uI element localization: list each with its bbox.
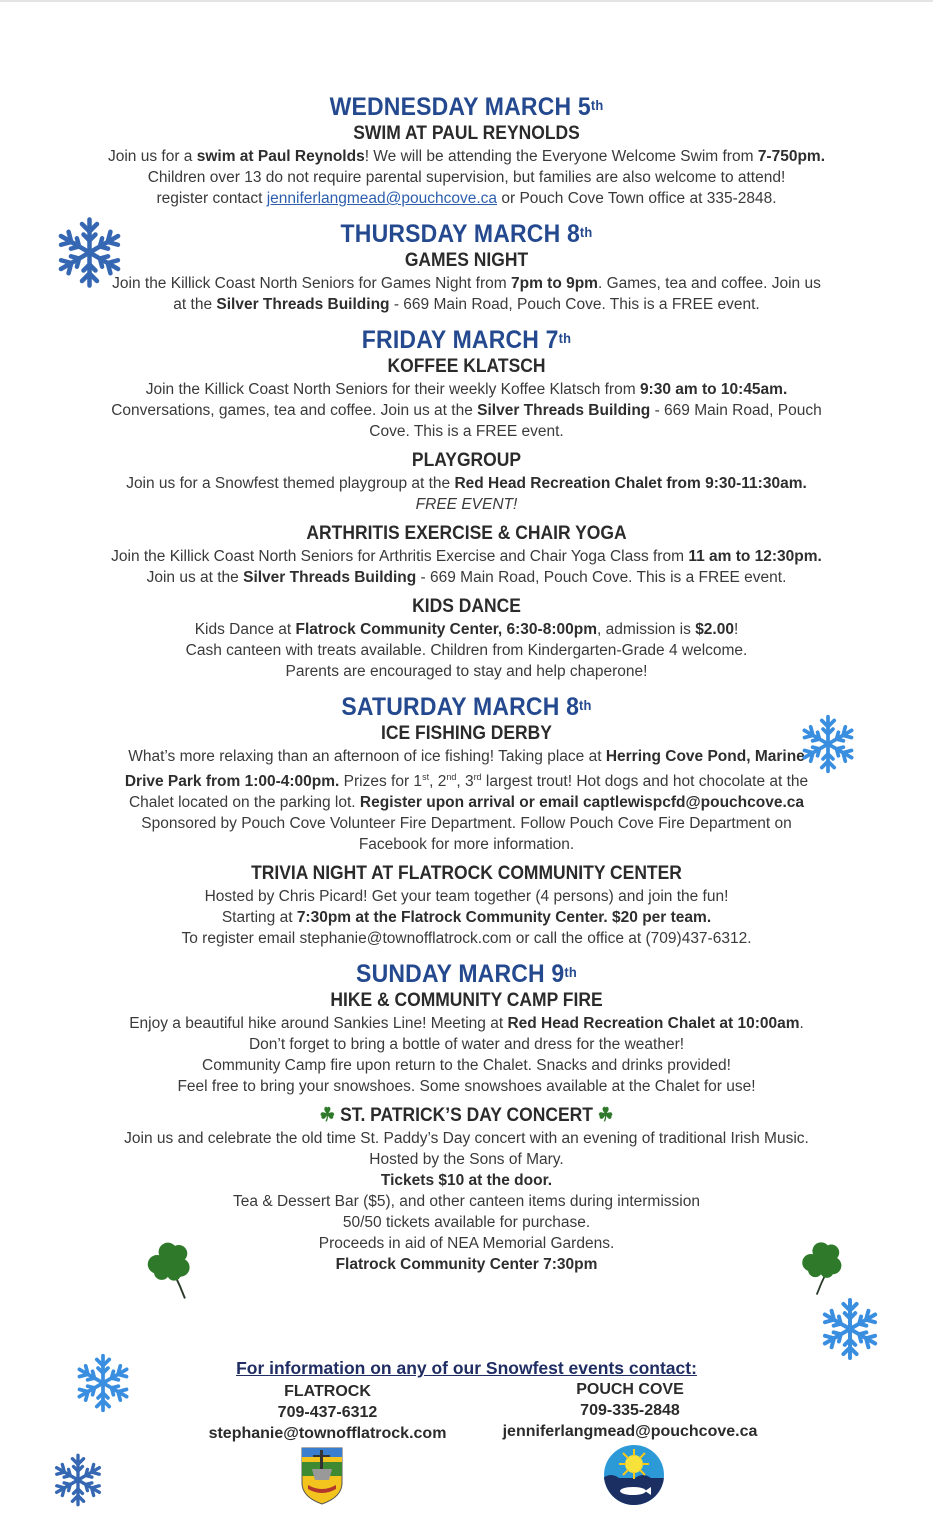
event-description-line [0,746,933,767]
pouch-cove-name: POUCH COVE [576,1381,684,1398]
bold-text: Flatrock Community Center, 6:30-8:00pm [295,621,597,638]
email-link[interactable]: jenniferlangmead@pouchcove.ca [266,190,498,207]
text: Parents are encouraged to stay and help chaperone! [285,663,648,680]
contact-pouch-cove [475,1379,785,1442]
italic-text: FREE EVENT! [415,496,518,513]
event-title-text: PLAYGROUP [411,450,522,471]
event-title-text: ST. PATRICK’S DAY CONCERT [340,1105,593,1127]
text: . Games, tea and coffee. Join us [597,275,821,292]
day-heading [37,219,895,249]
bold-text: 7:30pm at the Flatrock Community Center. $20 per team. [296,909,712,927]
snowflake-icon [797,713,859,775]
text: ! We will be attending the Everyone Welcome Swim from [364,148,758,165]
event-title-text: ARTHRITIS EXERCISE & CHAIR YOGA [306,523,627,544]
event-description-line [0,1076,933,1097]
text: Children over 13 do not require parental supervision, but families are also welcome to attend! [147,169,786,186]
event-title [37,249,895,273]
event-description-line [0,1055,933,1076]
bold-text: Silver Threads Building [477,402,651,419]
text: Conversations, games, tea and coffee. Join us at the [111,402,478,419]
event-description-line [0,1212,933,1233]
event-description-line [0,473,933,494]
shamrock-icon: ☘ [592,1105,614,1127]
event-description-line [0,379,933,400]
day-ordinal-suffix: th [564,964,577,981]
pouch-cove-seal-icon [603,1444,665,1506]
event-description-line [0,494,933,515]
bold-text: Flatrock Community Center 7:30pm [335,1256,598,1274]
text: at the [173,296,217,313]
text: Feel free to bring your snowshoes. Some snowshoes available at the Chalet for use! [177,1078,756,1096]
text: Join the Killick Coast North Seniors for Arthritis Exercise and Chair Yoga Class from [111,548,689,565]
pouch-cove-phone: 709-335-2848 [580,1402,680,1419]
text: Enjoy a beautiful hike around Sankies Line! Meeting at [129,1015,508,1033]
event-description-line [0,619,933,640]
bold-text: Drive Park from 1:00-4:00pm. [124,773,340,791]
bold-text: Red Head Recreation Chalet from 9:30-11:30am. [454,475,807,492]
event-title [37,449,895,473]
event-description-line [0,907,933,928]
event-title [37,595,895,619]
text: Hosted by Chris Picard! Get your team together (4 persons) and join the fun! [204,888,729,906]
pouch-cove-email[interactable]: jenniferlangmead@pouchcove.ca [502,1423,758,1440]
bold-text: 9:30 am to 10:45am. [639,381,788,398]
snowflake-icon [817,1296,883,1362]
day-heading-text: SATURDAY MARCH 8 [341,693,580,721]
event-description-line [0,1170,933,1191]
bold-text: Silver Threads Building [243,569,417,586]
event-title-text: HIKE & COMMUNITY CAMP FIRE [330,990,603,1012]
text: Cove. This is a FREE event. [369,423,564,440]
ordinal-suffix: st [422,772,430,782]
day-heading-text: FRIDAY MARCH 7 [361,326,559,354]
shamrock-icon: ☘ [319,1105,341,1127]
event-title-text: KOFFEE KLATSCH [387,356,546,377]
spacer [0,442,933,449]
day-ordinal-suffix: th [579,224,593,240]
event-description-line [0,792,933,813]
bold-text: Register upon arrival or email captlewispcfd@pouchcove.ca [359,794,805,812]
shamrock-icon [140,1238,202,1300]
event-description-line [0,1191,933,1212]
text: Join the Killick Coast North Seniors for Games Night from [112,275,511,292]
ordinal-suffix: rd [473,772,482,782]
event-description-line [0,1149,933,1170]
text: register contact [156,190,267,207]
spacer [0,682,933,692]
snowfest-schedule [0,92,933,1275]
bold-text: Tickets $10 at the door. [380,1172,553,1190]
text: Starting at [221,909,297,927]
event-title [37,122,895,146]
text: - 669 Main Road, Pouch Cove. This is a FREE event. [416,569,787,586]
snowflake-icon [52,215,127,290]
text: Community Camp fire upon return to the Chalet. Snacks and drinks provided! [202,1057,731,1075]
contact-flatrock [185,1381,470,1444]
day-ordinal-suffix: th [590,97,604,113]
event-title-text: TRIVIA NIGHT AT FLATROCK COMMUNITY CENTER [251,863,682,885]
text: Tea & Dessert Bar ($5), and other canteen items during intermission [233,1193,700,1211]
bold-text: 7-750pm. [757,148,826,165]
bold-text: 7pm to 9pm [510,275,598,292]
text: To register email stephanie@townofflatrock.com or call the office at (709)437-6312. [181,930,752,948]
event-description-line [0,886,933,907]
spacer [0,515,933,522]
flatrock-email[interactable]: stephanie@townofflatrock.com [208,1425,447,1442]
event-description-line [0,146,933,167]
day-heading-text: WEDNESDAY MARCH 5 [329,93,591,121]
text: Kids Dance at [194,621,296,638]
text: Don’t forget to bring a bottle of water and dress for the weather! [248,1036,685,1054]
text: Join us at the [146,569,244,586]
event-title [37,1104,895,1128]
text: - 669 Main Road, Pouch [650,402,822,419]
text: , 3 [456,773,474,791]
snowflake-icon [50,1452,106,1508]
text: Join us for a Snowfest themed playgroup at the [126,475,455,492]
event-title-text: GAMES NIGHT [404,250,529,271]
spacer [0,855,933,862]
event-title [37,722,895,746]
event-title [37,862,895,886]
event-description-line [0,1128,933,1149]
text: 50/50 tickets available for purchase. [342,1214,591,1232]
spacer [0,1097,933,1104]
event-description-line [0,273,933,294]
text: . [799,1015,804,1033]
day-heading [37,959,895,989]
text: or Pouch Cove Town office at 335-2848. [497,190,777,207]
event-description-line [0,188,933,209]
text: Join us for a [107,148,197,165]
bold-text: Herring Cove Pond, Marine [605,748,805,765]
event-description-line [0,767,933,792]
bold-text: Red Head Recreation Chalet at 10:00am [507,1015,800,1033]
contact-heading: For information on any of our Snowfest events contact: [236,1358,697,1378]
bold-text: Silver Threads Building [216,296,390,313]
day-heading [37,92,895,122]
text: - 669 Main Road, Pouch Cove. This is a FREE event. [389,296,760,313]
day-ordinal-suffix: th [558,330,572,346]
text: , 2 [429,773,447,791]
text: Sponsored by Pouch Cove Volunteer Fire Department. Follow Pouch Cove Fire Department on [141,815,792,833]
text: Proceeds in aid of NEA Memorial Gardens. [318,1235,615,1253]
event-description-line [0,567,933,588]
shamrock-icon [795,1238,853,1296]
event-title [37,522,895,546]
event-description-line [0,294,933,315]
spacer [0,949,933,959]
text: , admission is [596,621,696,638]
event-description-line [0,400,933,421]
event-description-line [0,1013,933,1034]
spacer [0,588,933,595]
flatrock-phone: 709-437-6312 [277,1404,378,1421]
text: Cash canteen with treats available. Children from Kindergarten-Grade 4 welcome. [185,642,748,659]
scan-edge-line [0,0,933,2]
event-description-line [0,640,933,661]
text: Prizes for 1 [339,773,423,791]
event-title [37,355,895,379]
bold-text: 11 am to 12:30pm. [688,548,822,565]
event-description-line [0,421,933,442]
flatrock-name: FLATROCK [284,1383,371,1400]
day-heading [37,325,895,355]
day-heading-text: THURSDAY MARCH 8 [340,220,580,248]
text: Facebook for more information. [358,836,575,854]
event-title-text: ICE FISHING DERBY [381,723,552,744]
text: Join the Killick Coast North Seniors for their weekly Koffee Klatsch from [145,381,640,398]
spacer [0,315,933,325]
ordinal-suffix: nd [446,772,457,782]
day-heading [37,692,895,722]
event-title [37,989,895,1013]
spacer [0,209,933,219]
day-ordinal-suffix: th [579,697,592,713]
event-description-line [0,813,933,834]
event-description-line [0,546,933,567]
bold-text: $2.00 [695,621,734,638]
event-description-line [0,167,933,188]
event-title-text: SWIM AT PAUL REYNOLDS [353,123,580,144]
event-description-line [0,834,933,855]
bold-text: swim at Paul Reynolds [196,148,365,165]
event-description-line [0,1034,933,1055]
day-heading-text: SUNDAY MARCH 9 [356,960,565,989]
event-title-text: KIDS DANCE [412,596,521,617]
text: Chalet located on the parking lot. [128,794,360,812]
text: ! [733,621,739,638]
event-description-line [0,928,933,949]
event-description-line [0,661,933,682]
text: Hosted by the Sons of Mary. [369,1151,564,1169]
flatrock-crest-icon [301,1447,343,1505]
text: What’s more relaxing than an afternoon of ice fishing! Taking place at [128,748,606,765]
text: Join us and celebrate the old time St. Paddy’s Day concert with an evening of traditional Irish Music. [124,1130,809,1148]
text: largest trout! Hot dogs and hot chocolate at the [481,773,809,791]
